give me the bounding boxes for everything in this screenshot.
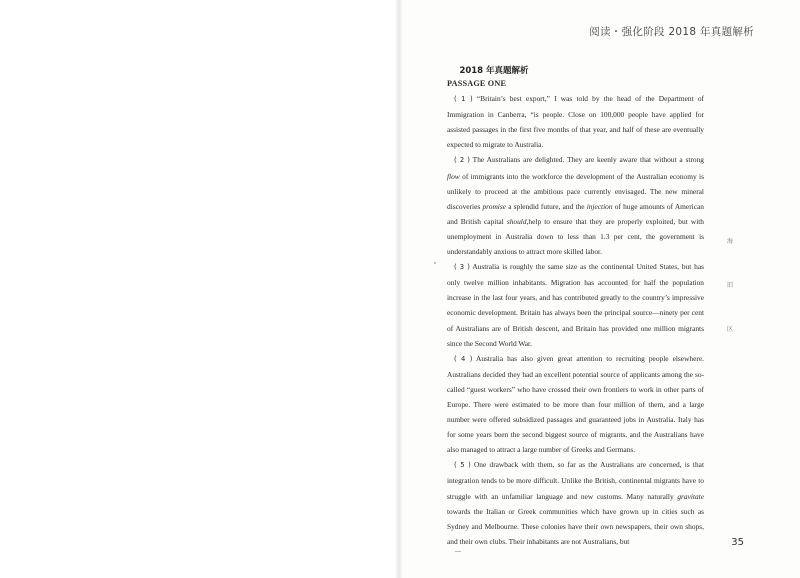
paragraph-text: One drawback with them, so far as the Australians are concerned, is that integration tends to be more difficult. Unlike the British, continental migrants have to struggle with an unfamiliar language and new customs. Many naturally: [447, 460, 704, 501]
scan-speck: [434, 262, 436, 264]
italic-term: should: [506, 216, 527, 226]
passage-heading: PASSAGE ONE: [447, 79, 507, 88]
paragraph-list: [447, 91, 704, 549]
left-blank-page: [0, 0, 396, 578]
paragraph-number: ( 1 ): [454, 95, 473, 104]
paragraph-text: of huge amounts of American and British capital: [447, 201, 704, 226]
paragraph-number: ( 5 ): [454, 461, 471, 470]
paragraph-text: a splendid future, and the: [506, 201, 587, 211]
running-head: 阅读・强化阶段 2018 年真题解析: [589, 26, 754, 38]
paragraph-number: ( 4 ): [454, 354, 473, 363]
paragraph-text: towards the Italian or Greek communities which have grown up in cities such as Sydney and Melbourne. These colonies have their own newspapers, their own shops, and their own clubs. Their inhabitants are not Australians, but: [447, 506, 704, 546]
italic-term: flow: [447, 171, 460, 181]
side-tab-3: 区: [727, 326, 734, 333]
italic-term: gravitate: [677, 491, 704, 501]
passage-text-block: [447, 76, 704, 549]
paragraph: [447, 351, 704, 458]
scan-speck: [455, 551, 461, 552]
italic-term: promise: [482, 201, 506, 211]
paragraph-text: Australia is roughly the same size as the continental United States, but has only twelve million inhabitants. Migration has accounted for half the population increase in the last four years, and has contributed greatly to the country’s impressive economic development. Britain has always been the principal source—ninety per cent of Australians are of British descent, and Britain has provided one million migrants since the Second World War.: [447, 262, 704, 348]
paragraph-number: ( 3 ): [454, 263, 470, 272]
paragraph-text: ,help to ensure that they are properly exploited, but with unemployment in Australia down to less than 1.3 per cent, the government is understandably anxious to attract more skilled labor.: [447, 216, 704, 257]
side-tab-2: 旧: [727, 282, 734, 289]
paragraph-text: The Australians are delighted. They are keenly aware that without a strong: [469, 155, 704, 165]
paragraph-text: “Britain’s best export,” I was told by the head of the Department of Immigration in Canberra, “is people. Close on 100,000 people have applied for assisted passages in the first five months of that year, and half of these are eventually expected to migrate to Australia.: [447, 94, 704, 150]
paragraph: [447, 457, 704, 549]
paragraph: [447, 259, 704, 351]
paragraph-number: ( 2 ): [454, 156, 470, 165]
paragraph-text: of immigrants into the workforce the development of the Australian economy is unlikely to proceed at the ambitious pace currently envisaged. The new mineral discoveries: [447, 171, 704, 211]
page-number: 35: [731, 537, 744, 548]
paragraph: [447, 91, 704, 152]
paragraph-text: Australia has also given great attention to recruiting people elsewhere. Australians decided they had an excellent potential source of applicants among the so-called “guest workers” who have crossed their own frontiers to work in other parts of Europe. There were estimated to be more than four million of them, and a large number were offered subsidized passages and guaranteed jobs in Australia. Italy has for some years been the second biggest source of migrants, and the Australians have also managed to attract a large number of Greeks and Germans.: [447, 353, 704, 455]
section-title: 2018 年真题解析: [459, 66, 529, 76]
side-tab-1: 海: [727, 238, 734, 245]
italic-term: injection: [586, 201, 613, 211]
paragraph: [447, 152, 704, 259]
